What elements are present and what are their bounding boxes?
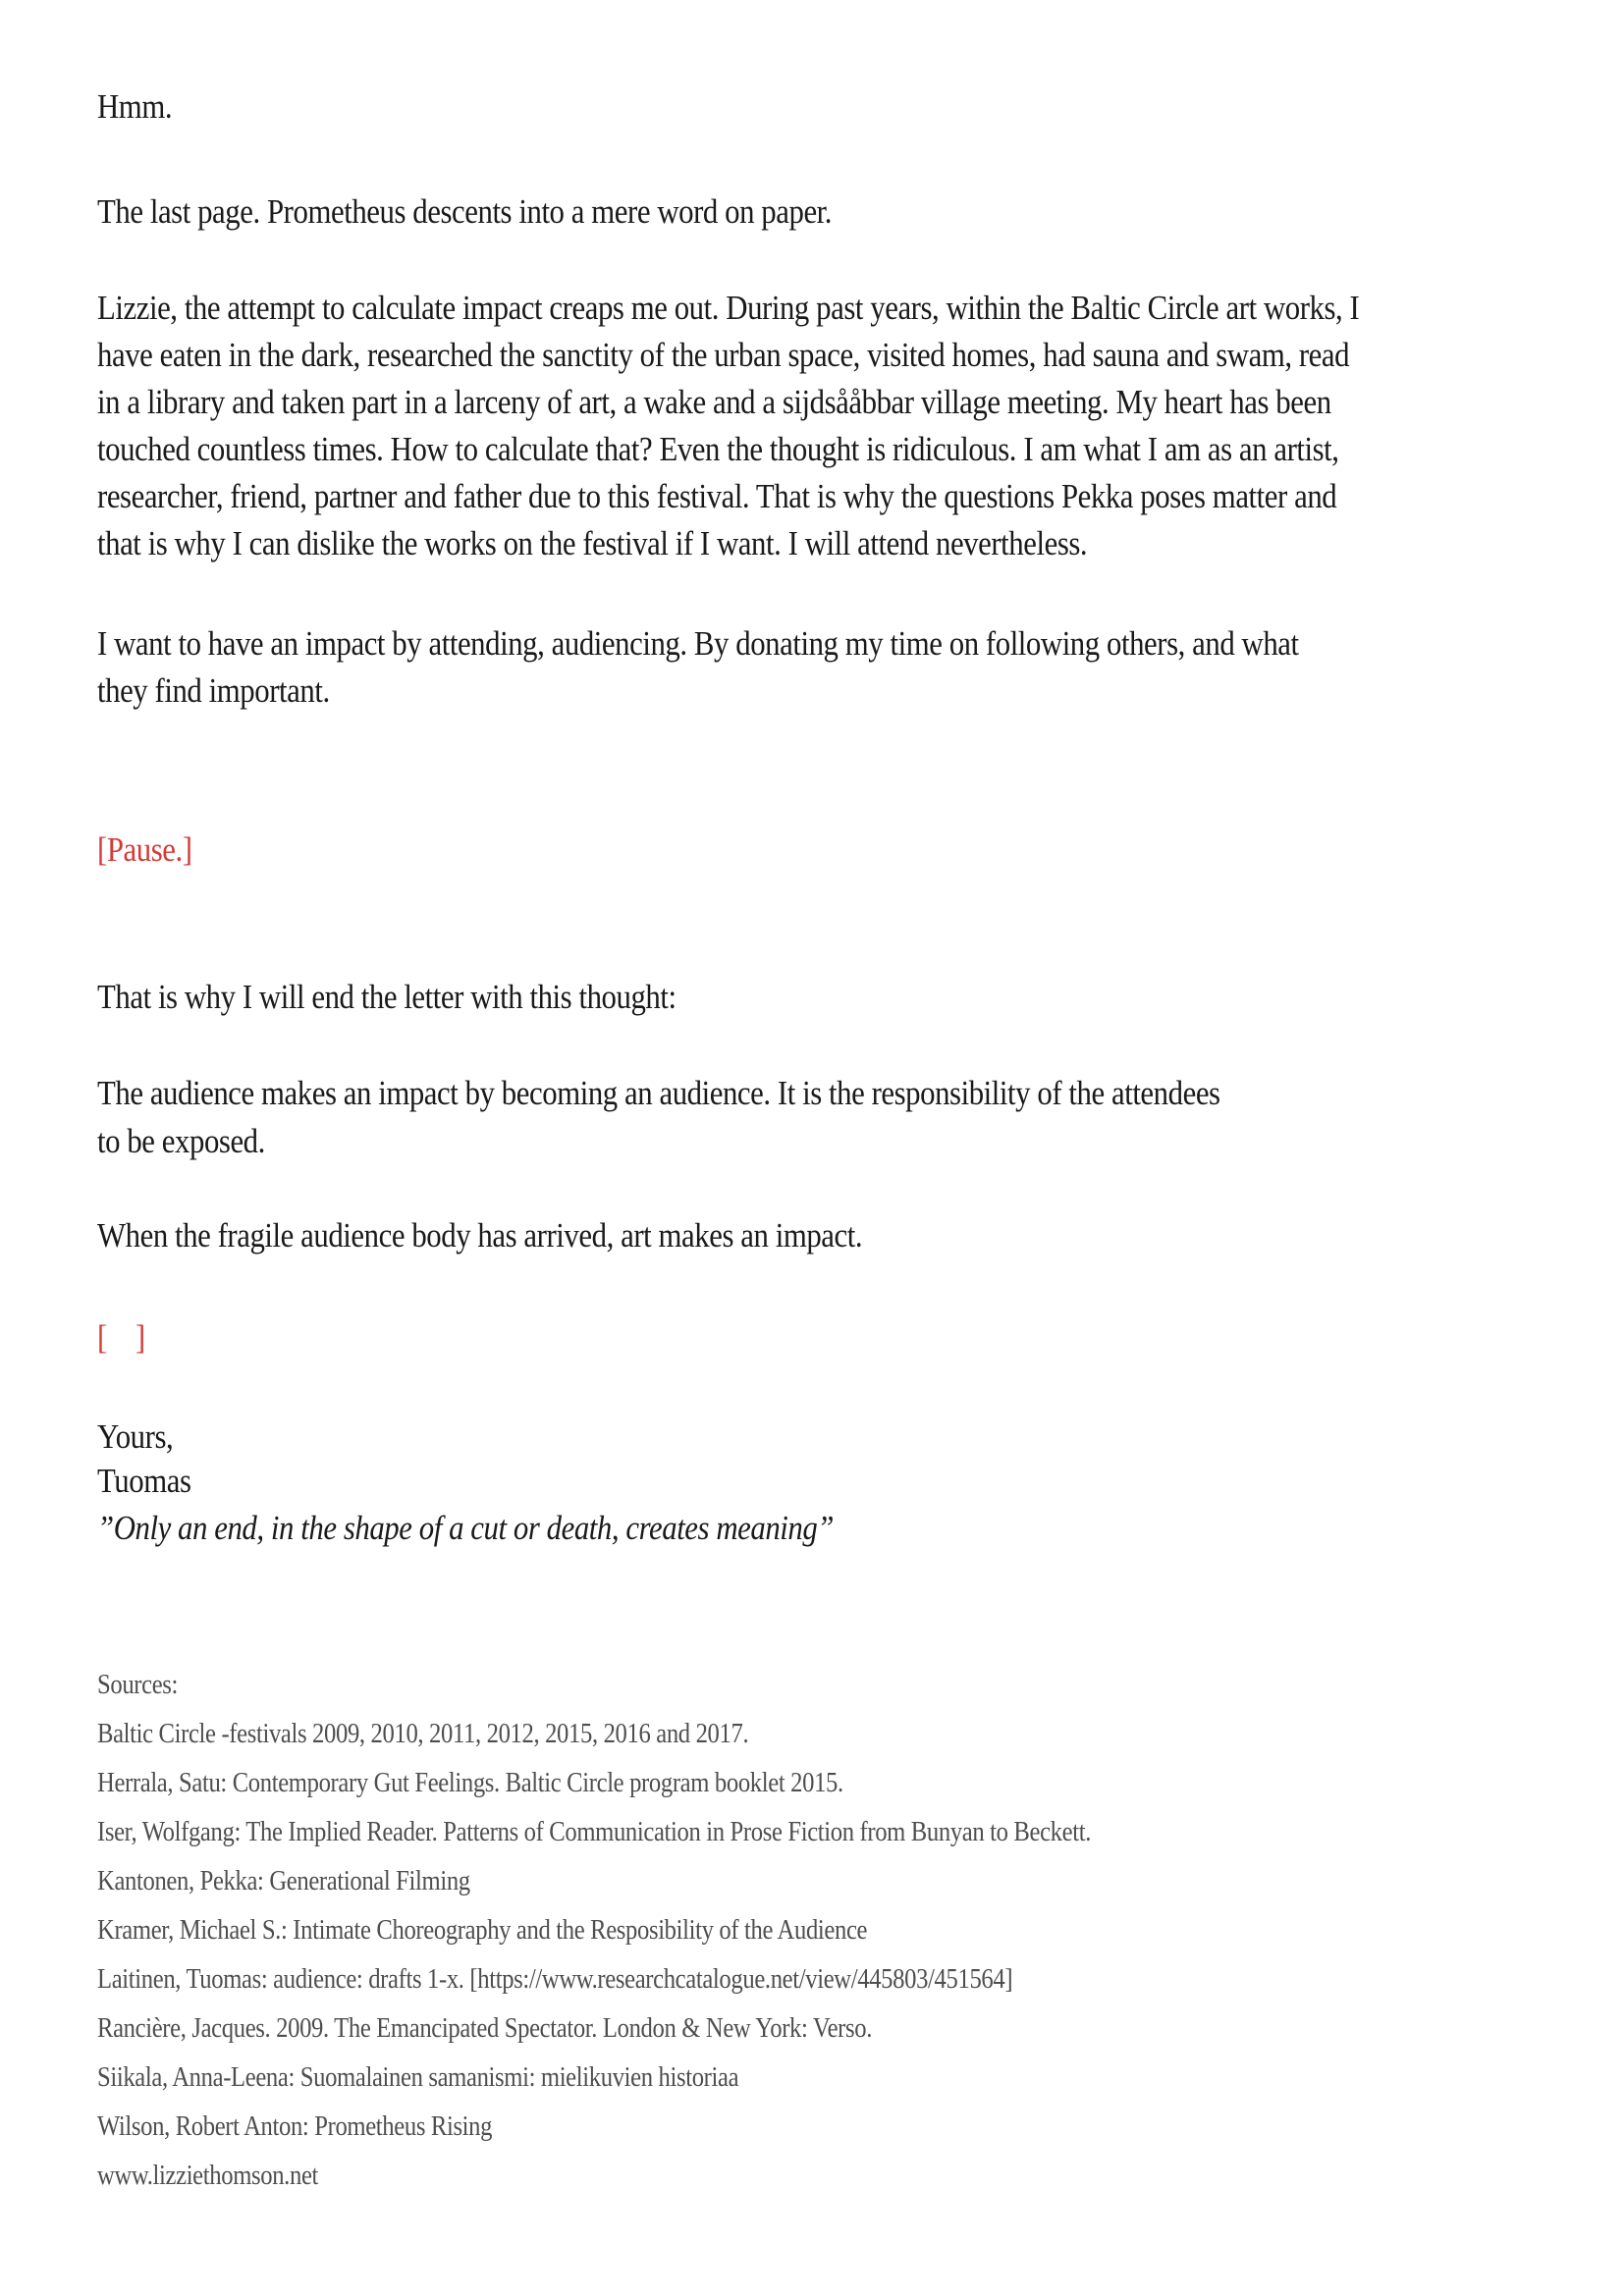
source-item: Rancière, Jacques. 2009. The Emancipated Spectator. London & New York: Verso. [97, 2013, 873, 2044]
source-item: Wilson, Robert Anton: Prometheus Rising [97, 2111, 493, 2142]
sources-heading: Sources: [97, 1670, 179, 1700]
audience-statement-line: The audience makes an impact by becoming an audience. It is the responsibility of the attendees [97, 1074, 1220, 1112]
signoff-yours: Yours, [97, 1417, 174, 1456]
pause-marker: [Pause.] [97, 830, 192, 869]
source-item: Laitinen, Tuomas: audience: drafts 1-x. [https://www.researchcatalogue.net/view/445803/451564] [97, 1964, 1013, 1995]
body-paragraph-line: have eaten in the dark, researched the sanctity of the urban space, visited homes, had sauna and swam, read [97, 336, 1350, 374]
body-paragraph-line: touched countless times. How to calculate that? Even the thought is ridiculous. I am what I am as an artist, [97, 430, 1339, 468]
thought-intro-line: That is why I will end the letter with this thought: [97, 978, 677, 1016]
source-item: Siikala, Anna-Leena: Suomalainen samanismi: mielikuvien historiaa [97, 2062, 739, 2093]
source-item: Iser, Wolfgang: The Implied Reader. Patterns of Communication in Prose Fiction from Bunyan to Beckett. [97, 1817, 1092, 1847]
empty-bracket-marker: [ ] [97, 1318, 145, 1357]
closing-statement-line: When the fragile audience body has arrived, art makes an impact. [97, 1216, 863, 1255]
source-item: Kramer, Michael S.: Intimate Choreography and the Resposibility of the Audience [97, 1915, 868, 1946]
source-item: Herrala, Satu: Contemporary Gut Feelings. Baltic Circle program booklet 2015. [97, 1768, 843, 1798]
closing-quote: ”Only an end, in the shape of a cut or death, creates meaning” [97, 1509, 835, 1547]
signoff-name: Tuomas [97, 1462, 191, 1500]
body-paragraph-line: that is why I can dislike the works on the festival if I want. I will attend nevertheless. [97, 524, 1088, 562]
body-paragraph-line: researcher, friend, partner and father due to this festival. That is why the questions Pekka poses matter and [97, 477, 1337, 515]
impact-paragraph-line: I want to have an impact by attending, audiencing. By donating my time on following others, and what [97, 624, 1299, 663]
impact-paragraph-line: they find important. [97, 671, 330, 710]
body-paragraph-line: Lizzie, the attempt to calculate impact creaps me out. During past years, within the Baltic Circle art works, I [97, 289, 1360, 327]
body-paragraph-line: in a library and taken part in a larceny of art, a wake and a sijdsååbbar village meeting. My heart has been [97, 383, 1331, 421]
audience-statement-line: to be exposed. [97, 1122, 265, 1160]
greeting-line: Hmm. [97, 87, 173, 126]
source-item: Baltic Circle -festivals 2009, 2010, 2011, 2012, 2015, 2016 and 2017. [97, 1719, 749, 1749]
source-website: www.lizziethomson.net [97, 2161, 319, 2191]
intro-line: The last page. Prometheus descents into a mere word on paper. [97, 192, 833, 231]
source-item: Kantonen, Pekka: Generational Filming [97, 1866, 470, 1896]
